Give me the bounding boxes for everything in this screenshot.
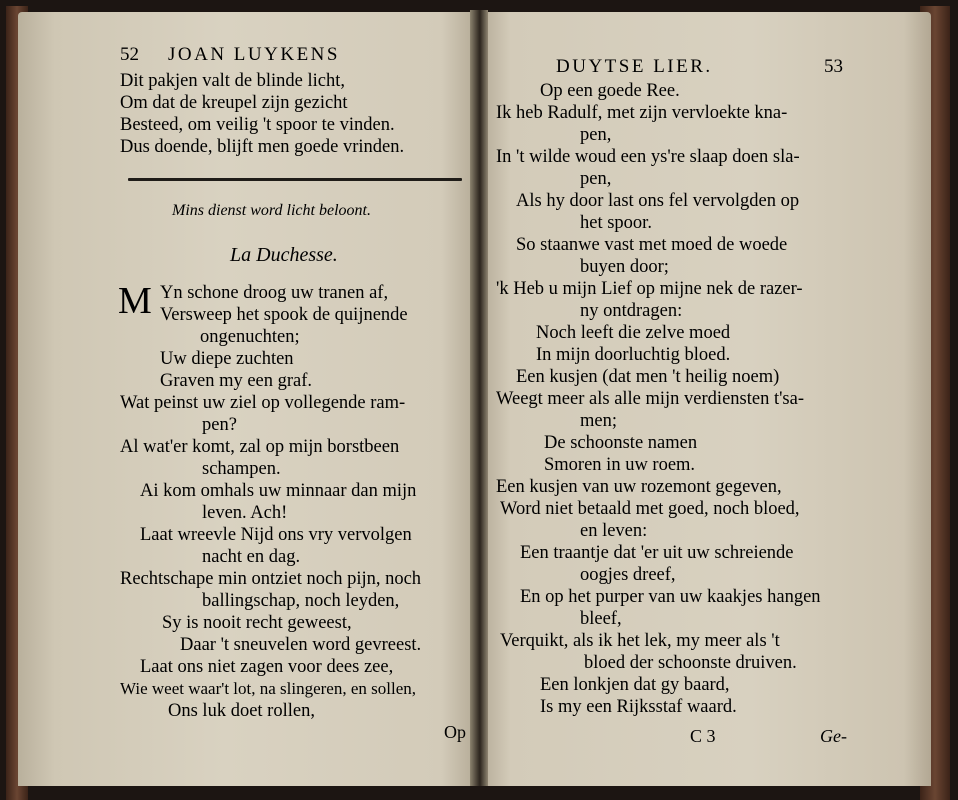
left-poem-line-11: leven. Ach!: [202, 503, 288, 523]
left-poem-line-10: Ai kom omhals uw minnaar dan mijn: [140, 481, 417, 501]
section-rule: [128, 178, 462, 181]
left-top-line-1: Dit pakjen valt de blinde licht,: [120, 71, 346, 91]
right-poem-line-1: Op een goede Ree.: [540, 81, 680, 101]
left-poem-line-3: ongenuchten;: [200, 327, 300, 347]
right-poem-line-24: En op het purper van uw kaakjes hangen: [520, 587, 821, 607]
right-poem-line-14: Een kusjen (dat men 't heilig noem): [516, 367, 780, 387]
left-running-head: JOAN LUYKENS: [168, 44, 340, 65]
right-poem-line-12: Noch leeft die zelve moed: [536, 323, 731, 343]
right-poem-line-2: Ik heb Radulf, met zijn vervloekte kna-: [496, 103, 788, 123]
right-poem-line-13: In mijn doorluchtig bloed.: [536, 345, 731, 365]
right-poem-line-19: Een kusjen van uw rozemont gegeven,: [496, 477, 782, 497]
right-poem-line-20: Word niet betaald met goed, noch bloed,: [500, 499, 800, 519]
right-poem-line-4: In 't wilde woud een ys're slaap doen sla-: [496, 147, 800, 167]
left-poem-line-12: Laat wreevle Nijd ons vry vervolgen: [140, 525, 412, 545]
left-poem-line-16: Sy is nooit recht geweest,: [162, 613, 352, 633]
right-poem-line-28: Een lonkjen dat gy baard,: [540, 675, 730, 695]
right-poem-line-3: pen,: [580, 125, 612, 145]
left-folio: 52: [120, 44, 139, 65]
left-poem-line-7: pen?: [202, 415, 237, 435]
left-poem-line-5: Graven my een graf.: [160, 371, 313, 391]
right-poem-line-23: oogjes dreef,: [580, 565, 676, 585]
right-poem-line-7: het spoor.: [580, 213, 652, 233]
left-poem-line-14: Rechtschape min ontziet noch pijn, noch: [120, 569, 422, 589]
left-poem-line-20: Ons luk doet rollen,: [168, 701, 315, 721]
right-poem-line-27: bloed der schoonste druiven.: [584, 653, 797, 673]
left-poem-line-13: nacht en dag.: [202, 547, 301, 567]
right-running-head: DUYTSE LIER.: [556, 56, 713, 77]
left-poem-line-1: Yn schone droog uw tranen af,: [160, 283, 389, 303]
right-poem-line-29: Is my een Rijksstaf waard.: [540, 697, 737, 717]
right-poem-line-21: en leven:: [580, 521, 648, 541]
right-poem-line-9: buyen door;: [580, 257, 669, 277]
right-poem-line-11: ny ontdragen:: [580, 301, 683, 321]
right-poem-line-17: De schoonste namen: [544, 433, 698, 453]
poem-motto: Mins dienst word licht beloont.: [172, 202, 371, 219]
poem-air-title: La Duchesse.: [230, 244, 338, 266]
left-poem-line-9: schampen.: [202, 459, 281, 479]
left-top-line-3: Besteed, om veilig 't spoor te vinden.: [120, 115, 395, 135]
right-poem-line-22: Een traantje dat 'er uit uw schreiende: [520, 543, 794, 563]
left-poem-line-19: Wie weet waar't lot, na slingeren, en sollen,: [120, 679, 416, 698]
right-poem-line-10: 'k Heb u mijn Lief op mijne nek de razer-: [496, 279, 803, 299]
right-poem-line-5: pen,: [580, 169, 612, 189]
drop-cap: M: [118, 280, 152, 322]
right-poem-line-15: Weegt meer als alle mijn verdiensten t'sa-: [496, 389, 805, 409]
left-poem-line-15: ballingschap, noch leyden,: [202, 591, 400, 611]
right-poem-line-16: men;: [580, 411, 617, 431]
left-poem-line-8: Al wat'er komt, zal op mijn borstbeen: [120, 437, 400, 457]
left-poem-line-18: Laat ons niet zagen voor dees zee,: [140, 657, 394, 677]
book-gutter: [470, 10, 488, 786]
left-poem-line-4: Uw diepe zuchten: [160, 349, 294, 369]
left-poem-line-2: Versweep het spook de quijnende: [160, 305, 408, 325]
right-poem-line-6: Als hy door last ons fel vervolgden op: [516, 191, 800, 211]
right-poem-line-25: bleef,: [580, 609, 622, 629]
left-top-line-4: Dus doende, blijft men goede vrinden.: [120, 137, 405, 157]
right-catchword: Ge-: [820, 726, 847, 746]
left-catchword: Op: [444, 722, 466, 742]
right-poem-line-8: So staanwe vast met moed de woede: [516, 235, 788, 255]
left-poem-line-6: Wat peinst uw ziel op vollegende ram-: [120, 393, 406, 413]
right-folio: 53: [824, 56, 843, 77]
right-poem-line-26: Verquikt, als ik het lek, my meer als 't: [500, 631, 780, 651]
left-top-line-2: Om dat de kreupel zijn gezicht: [120, 93, 348, 113]
left-poem-line-17: Daar 't sneuvelen word gevreest.: [180, 635, 422, 655]
right-poem-line-18: Smoren in uw roem.: [544, 455, 696, 475]
signature-mark: C 3: [690, 726, 716, 746]
